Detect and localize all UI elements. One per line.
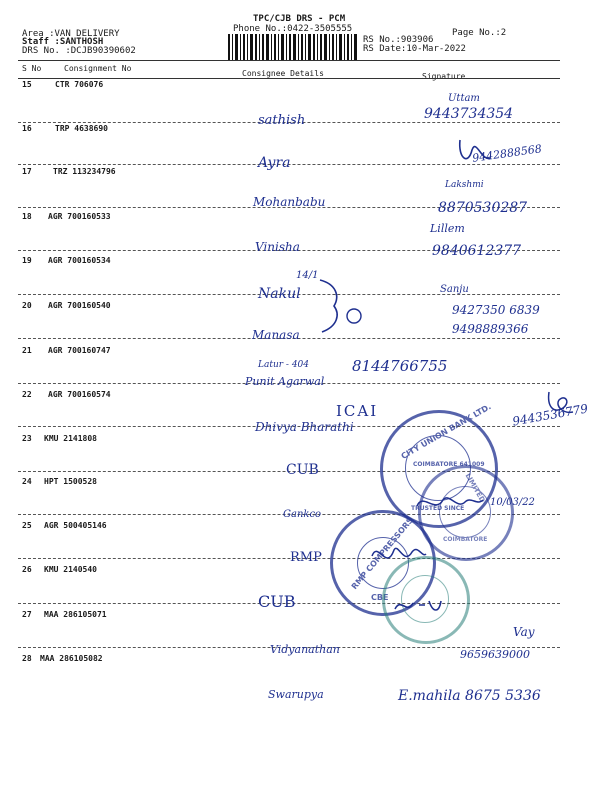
r20-consignee: Nakul (258, 286, 301, 302)
row-26-sno: 26 (22, 565, 32, 574)
row-18-sno: 18 (22, 212, 32, 221)
rmp-signature-scribble (368, 536, 428, 576)
bracket-mark (316, 278, 372, 336)
r18-sig-name: Lillem (430, 222, 465, 235)
r28-consignee: Vidyanathan (270, 643, 340, 656)
stamp-bank-center: COIMBATORE 641009 (413, 461, 485, 468)
r20-sig-phone-2: 9498889366 (452, 322, 529, 336)
stamp-bank-name: CITY UNION BANK LTD. (399, 402, 493, 461)
r27-signature-scribble (393, 595, 443, 617)
r23-consignee: Dhivya Bharathi (255, 420, 354, 434)
phone-number: Phone No.:0422-3505555 (233, 24, 353, 34)
r17-consignee: Ayra (258, 155, 291, 171)
page-number: Page No.:2 (452, 28, 507, 38)
r28-sig: E.mahila 8675 5336 (398, 688, 541, 704)
row-20-consignment: AGR 700160540 (48, 301, 111, 310)
stamp-limited-sub: COIMBATORE (443, 536, 488, 543)
r26-consignee: RMP (290, 550, 322, 565)
row-25-sno: 25 (22, 521, 32, 530)
row-27-consignment: MAA 286105071 (44, 610, 107, 619)
document-title: TPC/CJB DRS - PCM (253, 14, 346, 24)
r20-mark: 14/1 (296, 270, 319, 281)
row-18-consignment: AGR 700160533 (48, 212, 111, 221)
row-17-consignment: TRZ 113234796 (53, 167, 116, 176)
staff-label: Staff :SANTHOSH (22, 37, 104, 47)
r16-signature-scribble (454, 136, 494, 170)
row-19-consignment: AGR 700160534 (48, 256, 111, 265)
col-consignment-no: Consignment No (64, 64, 132, 73)
stamp-rmp-name: RMP COMPRESSORS (349, 515, 416, 592)
row-28-consignment: MAA 286105082 (40, 654, 103, 663)
r19-sig-phone: 9840612377 (432, 243, 522, 259)
stamp-rmp-center: CBE (371, 593, 389, 602)
r25-sig-date: 10/03/22 (490, 497, 535, 508)
col-signature: Signature (422, 72, 466, 81)
r20-sig-name: Sanju (440, 284, 469, 295)
rs-number: RS No.:903906 (363, 35, 434, 45)
r21-consignee: Latur - 404 (258, 360, 309, 370)
r22-consignee: ICAI (336, 402, 379, 420)
drs-number: DRS No. :DCJB90390602 (22, 46, 136, 56)
r24-consignee: CUB (286, 462, 319, 478)
r17-sig-name: Lakshmi (445, 180, 484, 190)
row-17-sno: 17 (22, 167, 32, 176)
r28-consignee-2: Swarupya (268, 688, 324, 701)
row-16-consignment: TRP 4638690 (55, 124, 108, 133)
r16-consignee: sathish (258, 113, 306, 128)
area-label: Area :VAN DELIVERY (22, 29, 120, 39)
header-rule-top (18, 60, 560, 61)
row-16-sno: 16 (22, 124, 32, 133)
row-15-consignment: CTR 706076 (55, 80, 104, 89)
r18-consignee: Mohanbabu (253, 195, 326, 209)
rs-date: RS Date:10-Mar-2022 (363, 44, 466, 54)
r27-consignee: CUB (258, 592, 296, 611)
r28-phone: 9659639000 (460, 648, 530, 661)
row-23-consignment: KMU 2141808 (44, 434, 97, 443)
row-25-consignment: AGR 500405146 (44, 521, 107, 530)
r27-sig: Vay (513, 625, 535, 639)
col-consignee-details: Consignee Details (242, 69, 324, 78)
r19-consignee: Vinisha (255, 240, 300, 254)
row-21-consignment: AGR 700160747 (48, 346, 111, 355)
stamp-limited-name: LIMITED (463, 472, 487, 504)
row-21-sno: 21 (22, 346, 32, 355)
header-rule-bottom (18, 78, 560, 79)
r16-sig-phone: 9442888568 (471, 142, 543, 165)
row-26-consignment: KMU 2140540 (44, 565, 97, 574)
r21-phone: 8144766755 (352, 357, 448, 375)
row-27-sno: 27 (22, 610, 32, 619)
row-28-sno: 28 (22, 654, 32, 663)
r21-consignee-2: Punit Agarwal (245, 375, 325, 388)
r18-sig-phone: 8870530287 (438, 200, 528, 216)
r20-sig-phone: 9427350 6839 (452, 303, 540, 317)
barcode (228, 34, 358, 60)
r25-signature-scribble (413, 488, 485, 518)
r20-consignee-2: Manasa (252, 328, 300, 342)
r25-consignee: Gankco (283, 509, 322, 520)
row-24-consignment: HPT 1500528 (44, 477, 97, 486)
row-15-sno: 15 (22, 80, 32, 89)
r22-sig-phone: 9443536779 (511, 401, 589, 429)
r15-sig-phone: 9443734354 (424, 106, 514, 122)
row-24-sno: 24 (22, 477, 32, 486)
row-22-consignment: AGR 700160574 (48, 390, 111, 399)
r15-sig-name: Uttam (448, 93, 480, 104)
r22-signature-scribble (545, 388, 575, 418)
row-20-sno: 20 (22, 301, 32, 310)
row-23-sno: 23 (22, 434, 32, 443)
stamp-bank-bottom: TRUSTED SINCE (411, 505, 465, 512)
col-s-no: S No (22, 64, 42, 73)
row-19-sno: 19 (22, 256, 32, 265)
row-22-sno: 22 (22, 390, 32, 399)
